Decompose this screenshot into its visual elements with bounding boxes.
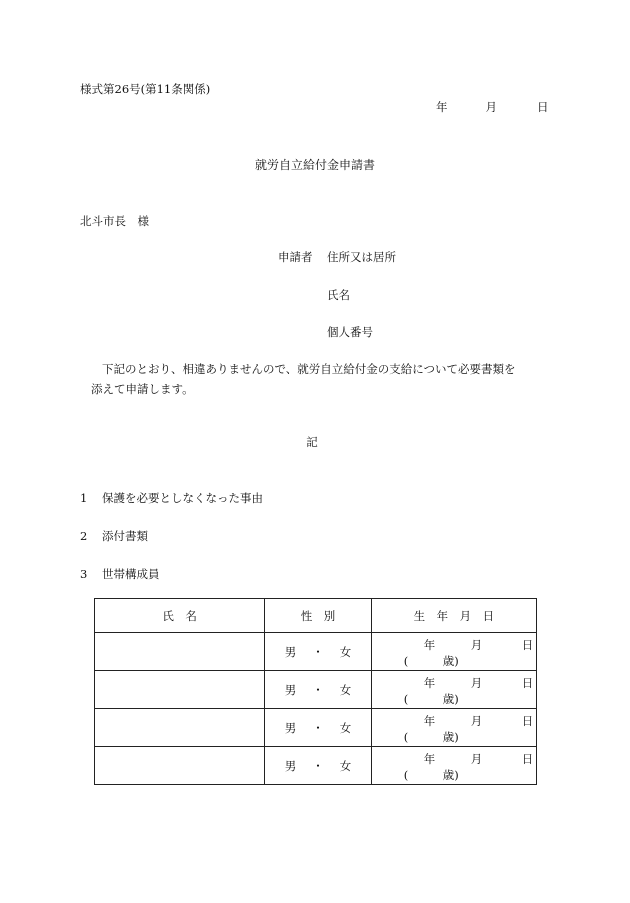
sex-cell[interactable] <box>265 633 372 671</box>
sex-dot: ・ <box>312 682 324 697</box>
dob-year: 年 <box>423 676 436 690</box>
header-sex: 性 別 <box>265 599 372 633</box>
sex-male: 男 <box>284 720 297 735</box>
sex-male: 男 <box>284 758 297 773</box>
dob-month: 月 <box>470 676 483 690</box>
dob-day: 日 <box>521 714 534 728</box>
item-label: 添付書類 <box>102 529 148 543</box>
dob-age: ( 歳) <box>403 654 459 668</box>
dob-month: 月 <box>470 638 483 652</box>
dob-cell[interactable] <box>371 709 536 747</box>
name-cell[interactable] <box>95 633 265 671</box>
date-month: 月 <box>485 100 497 114</box>
item-number: 2 <box>80 529 88 543</box>
sex-cell[interactable] <box>265 709 372 747</box>
mynumber-label: 個人番号 <box>327 325 373 339</box>
dob-month: 月 <box>470 752 483 766</box>
addressee: 北斗市長 様 <box>80 214 149 228</box>
sex-cell[interactable] <box>265 671 372 709</box>
sex-female: 女 <box>339 758 352 773</box>
dob-age: ( 歳) <box>403 768 459 782</box>
body-line-2: 添えて申請します。 <box>91 382 194 396</box>
dob-year: 年 <box>423 714 436 728</box>
sex-female: 女 <box>339 720 352 735</box>
name-cell[interactable] <box>95 671 265 709</box>
item-household-members <box>80 566 160 582</box>
sex-female: 女 <box>339 682 352 697</box>
sex-male: 男 <box>284 644 297 659</box>
dob-cell[interactable] <box>371 671 536 709</box>
sex-male: 男 <box>284 682 297 697</box>
date-line <box>436 99 549 115</box>
sex-dot: ・ <box>312 720 324 735</box>
item-label: 世帯構成員 <box>102 567 160 581</box>
sex-dot: ・ <box>312 758 324 773</box>
dob-year: 年 <box>423 638 436 652</box>
header-name: 氏 名 <box>95 599 265 633</box>
dob-year: 年 <box>423 752 436 766</box>
document-title: 就労自立給付金申請書 <box>254 158 375 172</box>
header-dob: 生 年 月 日 <box>371 599 536 633</box>
dob-day: 日 <box>521 638 534 652</box>
body-text <box>80 359 555 399</box>
form-number: 様式第26号(第11条関係) <box>80 82 211 96</box>
table-header-row <box>95 599 537 633</box>
dob-day: 日 <box>521 752 534 766</box>
item-reason <box>80 490 263 506</box>
table-row <box>95 709 537 747</box>
dob-age: ( 歳) <box>403 730 459 744</box>
body-line-1: 下記のとおり、相違ありませんので、就労自立給付金の支給について必要書類を <box>102 362 516 376</box>
address-label: 住所又は居所 <box>327 250 396 264</box>
sex-female: 女 <box>339 644 352 659</box>
table-row <box>95 671 537 709</box>
item-number: 1 <box>80 491 88 505</box>
dob-cell[interactable] <box>371 633 536 671</box>
dob-month: 月 <box>470 714 483 728</box>
name-label: 氏名 <box>327 288 350 302</box>
dob-age: ( 歳) <box>403 692 459 706</box>
item-number: 3 <box>80 567 88 581</box>
table-row <box>95 747 537 785</box>
applicant-label: 申請者 <box>278 250 313 264</box>
ki-heading: 記 <box>306 435 318 449</box>
sex-cell[interactable] <box>265 747 372 785</box>
sex-dot: ・ <box>312 644 324 659</box>
name-cell[interactable] <box>95 747 265 785</box>
date-year: 年 <box>436 100 448 114</box>
item-attachments <box>80 528 148 544</box>
date-day: 日 <box>537 100 549 114</box>
household-members-table <box>94 598 537 785</box>
name-cell[interactable] <box>95 709 265 747</box>
dob-cell[interactable] <box>371 747 536 785</box>
dob-day: 日 <box>521 676 534 690</box>
item-label: 保護を必要としなくなった事由 <box>102 491 263 505</box>
table-row <box>95 633 537 671</box>
